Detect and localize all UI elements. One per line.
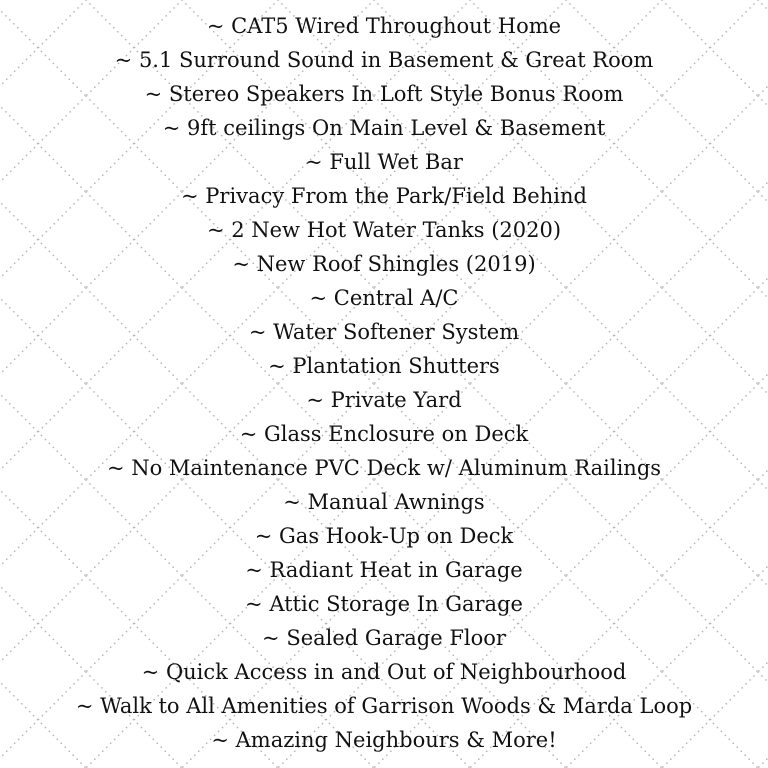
feature-item: ~ Manual Awnings bbox=[283, 490, 485, 514]
feature-item: ~ Gas Hook-Up on Deck bbox=[254, 524, 514, 548]
feature-item: ~ New Roof Shingles (2019) bbox=[232, 252, 536, 276]
feature-item: ~ Plantation Shutters bbox=[268, 354, 500, 378]
feature-item: ~ 2 New Hot Water Tanks (2020) bbox=[206, 218, 562, 242]
feature-item: ~ 5.1 Surround Sound in Basement & Great Room bbox=[114, 48, 654, 72]
feature-list bbox=[0, 9, 768, 757]
feature-item: ~ Stereo Speakers In Loft Style Bonus Room bbox=[144, 82, 624, 106]
feature-item: ~ Walk to All Amenities of Garrison Woods & Marda Loop bbox=[75, 694, 693, 718]
feature-item: ~ Amazing Neighbours & More! bbox=[211, 728, 557, 752]
feature-item: ~ Full Wet Bar bbox=[305, 150, 463, 174]
feature-item: ~ Glass Enclosure on Deck bbox=[239, 422, 529, 446]
feature-item: ~ Radiant Heat in Garage bbox=[245, 558, 523, 582]
feature-item: ~ Private Yard bbox=[306, 388, 462, 412]
feature-item: ~ Quick Access in and Out of Neighbourhood bbox=[141, 660, 627, 684]
feature-item: ~ Central A/C bbox=[309, 286, 459, 310]
feature-item: ~ Water Softener System bbox=[248, 320, 520, 344]
feature-item: ~ Privacy From the Park/Field Behind bbox=[181, 184, 587, 208]
feature-item: ~ CAT5 Wired Throughout Home bbox=[206, 14, 562, 38]
feature-item: ~ Attic Storage In Garage bbox=[245, 592, 523, 616]
feature-item: ~ No Maintenance PVC Deck w/ Aluminum Railings bbox=[106, 456, 662, 480]
feature-item: ~ 9ft ceilings On Main Level & Basement bbox=[162, 116, 606, 140]
feature-item: ~ Sealed Garage Floor bbox=[262, 626, 506, 650]
